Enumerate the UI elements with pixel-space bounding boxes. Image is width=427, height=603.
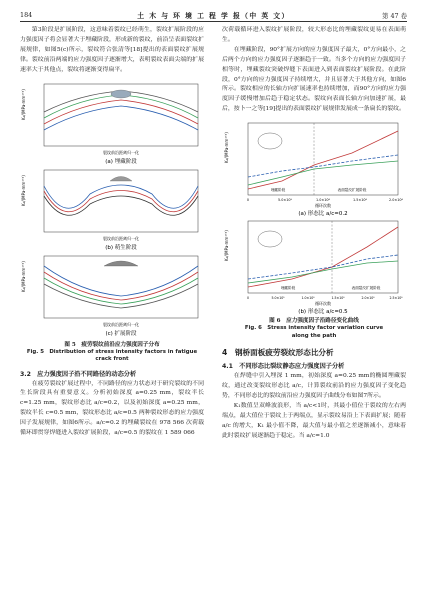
fig6a-panel-label: (a) 形态比 a/c=0.2 bbox=[298, 211, 348, 218]
fig6b-tick-5: 2.5×10⁶ bbox=[389, 296, 403, 301]
header-rule bbox=[20, 21, 407, 22]
fig6b-tick-4: 2.0×10⁶ bbox=[361, 296, 375, 301]
fig5a-chart bbox=[20, 80, 204, 166]
section-3-2-paragraph: 在疲劳裂纹扩展过程中，不同路径的应力状态对于研究裂纹的不同生长阶段具有重要意义。分析初始深度 a=0.25 mm，裂纹半长 c=1.25 mm，裂纹形态比 a/c=0.2，以及初始深度 a=0.25 mm，裂纹半长 c=0.5 mm，裂纹形态比 a/c=0.5 两种裂纹形态的应力强度因子发展规律，如图6所示。a/c=0.2 的埋藏裂纹在 978 566 次荷载循环即贯穿焊缝进入裂纹扩展阶段，a/c=0.5 的裂纹在 1 589 066 bbox=[20, 380, 204, 437]
fig6a-chart bbox=[222, 119, 406, 217]
fig6b-region-left: 埋藏阶段 bbox=[280, 286, 296, 291]
fig5-caption-cn: 图 5 疲劳裂纹前沿应力强度因子分布 bbox=[64, 341, 160, 348]
section-4-1-paragraph-1: 在焊缝中引入埋深 1 mm，初始深度 a=0.25 mm的椭圆埋藏裂纹，通过改变裂纹形态比 a/c，计算裂纹前沿的应力强度因子变化趋势，不同形态比的裂纹前沿应力强度因子曲线分布如图7所示。 bbox=[222, 373, 406, 399]
fig6b-panel-label: (b) 形态比 a/c=0.5 bbox=[298, 309, 348, 316]
fig6-caption-cn: 图 6 应力强度因子沿路径变化曲线 bbox=[269, 318, 359, 325]
section-4-title: 4 钢桥面板疲劳裂纹形态比分析 bbox=[222, 348, 334, 358]
fig5a-xlabel: 裂纹前沿距离归一化 bbox=[103, 149, 139, 155]
fig6-caption-en-2: along the path bbox=[291, 332, 337, 339]
section-3-2-title: 3.2 应力强度因子沿不同路径的动态分析 bbox=[20, 370, 137, 378]
fig5-caption-en-1: Fig. 5 Distribution of stress intensity factors in fatigue bbox=[26, 348, 198, 355]
fig6a-tick-0: 0 bbox=[246, 198, 250, 203]
fig6-caption-en-1: Fig. 6 Stress intensity factor variation curve bbox=[244, 325, 384, 332]
journal-title: 土 木 与 环 境 工 程 学 报（中 英 文） bbox=[137, 12, 290, 20]
fig5c-panel-label: (c) 扩展阶段 bbox=[105, 330, 137, 337]
fig6a-region-left: 埋藏阶段 bbox=[270, 188, 286, 193]
fig5b-xlabel: 裂纹前沿距离归一化 bbox=[103, 235, 139, 241]
fig6a-tick-2: 1.0×10⁶ bbox=[316, 198, 330, 203]
fig6b-xlabel: 循环次数 bbox=[315, 301, 331, 307]
fig6a-tick-1: 5.0×10⁵ bbox=[278, 198, 292, 203]
fig5-caption-en-2: crack front bbox=[95, 356, 129, 363]
fig5c-xlabel: 裂纹前沿距离归一化 bbox=[103, 321, 139, 327]
volume-label: 第 47 卷 bbox=[382, 12, 407, 20]
section-4-1-title: 4.1 不同形态比裂纹静态应力强度因子分析 bbox=[222, 363, 345, 371]
fig6a-tick-4: 2.0×10⁶ bbox=[389, 198, 403, 203]
fig6a-ylabel: K₁/(MPa·mm¹ᐟ²) bbox=[224, 132, 229, 164]
section-4-1-paragraph-2: K₁数值呈双峰波浪形，当 a/c<1时，其最小值位于裂纹的左右两端点，最大值位于裂纹上于两端点，显示裂纹易沿上下表面扩展；随着 a/c 的增大，K₁ 最小值不降，最大值与最小值之差逐渐减小，意味着此时裂纹扩展逐渐趋于稳定。当 a/c=1.0 bbox=[222, 402, 406, 439]
fig5a-panel-label: (a) 埋藏阶段 bbox=[105, 158, 137, 165]
left-column bbox=[20, 26, 204, 439]
fig5b-chart bbox=[20, 166, 204, 252]
fig6b-tick-1: 5.0×10⁵ bbox=[271, 296, 285, 301]
right-paragraph-2: 在埋藏阶段，90°扩展方向的应力强度因子最大，0°方向最小，之后两个方向的应力强度因子逐渐趋于一致。当多个方向的应力强度因子相等时，埋藏裂纹突破焊缝下表面进入到表面裂纹扩展阶段。在此阶段，0°方向的应力强度因子持续增大，并且显著大于其他方向，如图6所示。裂纹相应的长轴方向扩展速率也持续增加，而90°方向的应力强度因子缓慢增加后趋于稳定状态。裂纹向表面长轴方向加速扩展，最后，按卜一之等[19]提出的表面裂纹扩展规律发展成一条扁长的裂纹。 bbox=[222, 46, 406, 113]
intro-paragraph: 第3阶段是扩展阶段，这意味着裂纹已经萌生，裂纹扩展阶段的应力强度因子将会显著大于埋藏阶段，形成新的裂纹，前沿呈表面裂纹扩展规律，如图5(c)所示，裂纹符合张清等[18]提出的表面裂纹扩展规律。裂纹前沿两端的应力强度因子逐渐增大，表明裂纹表面尖端的扩展速率大于其他点，裂纹将逐渐变得扁平。 bbox=[20, 27, 204, 73]
fig5c-chart bbox=[20, 252, 204, 338]
fig5a-ylabel: K₁/(MPa·mm¹ᐟ²) bbox=[21, 88, 26, 120]
fig6a-tick-3: 1.5×10⁶ bbox=[353, 198, 367, 203]
fig6b-tick-2: 1.0×10⁶ bbox=[301, 296, 315, 301]
fig6b-region-right: 表面裂纹扩展阶段 bbox=[351, 286, 381, 291]
page-number: 184 bbox=[20, 11, 33, 19]
fig5c-ylabel: K₁/(MPa·mm¹ᐟ²) bbox=[21, 260, 26, 292]
fig6b-ylabel: K₁/(MPa·mm¹ᐟ²) bbox=[224, 230, 229, 262]
fig5b-ylabel: K₁/(MPa·mm¹ᐟ²) bbox=[21, 174, 26, 206]
right-paragraph-1: 次荷载循环进入裂纹扩展阶段，较大形态比的埋藏裂纹更易在表面萌生。 bbox=[222, 27, 406, 43]
fig6a-region-right: 表面裂纹扩展阶段 bbox=[337, 188, 367, 193]
fig6b-tick-0: 0 bbox=[246, 296, 250, 301]
right-column bbox=[222, 26, 406, 442]
fig5b-panel-label: (b) 萌生阶段 bbox=[105, 244, 137, 251]
page-header bbox=[20, 8, 407, 22]
fig6b-tick-3: 1.5×10⁶ bbox=[331, 296, 345, 301]
fig6b-chart bbox=[222, 217, 406, 315]
fig6a-xlabel: 循环次数 bbox=[315, 203, 331, 209]
